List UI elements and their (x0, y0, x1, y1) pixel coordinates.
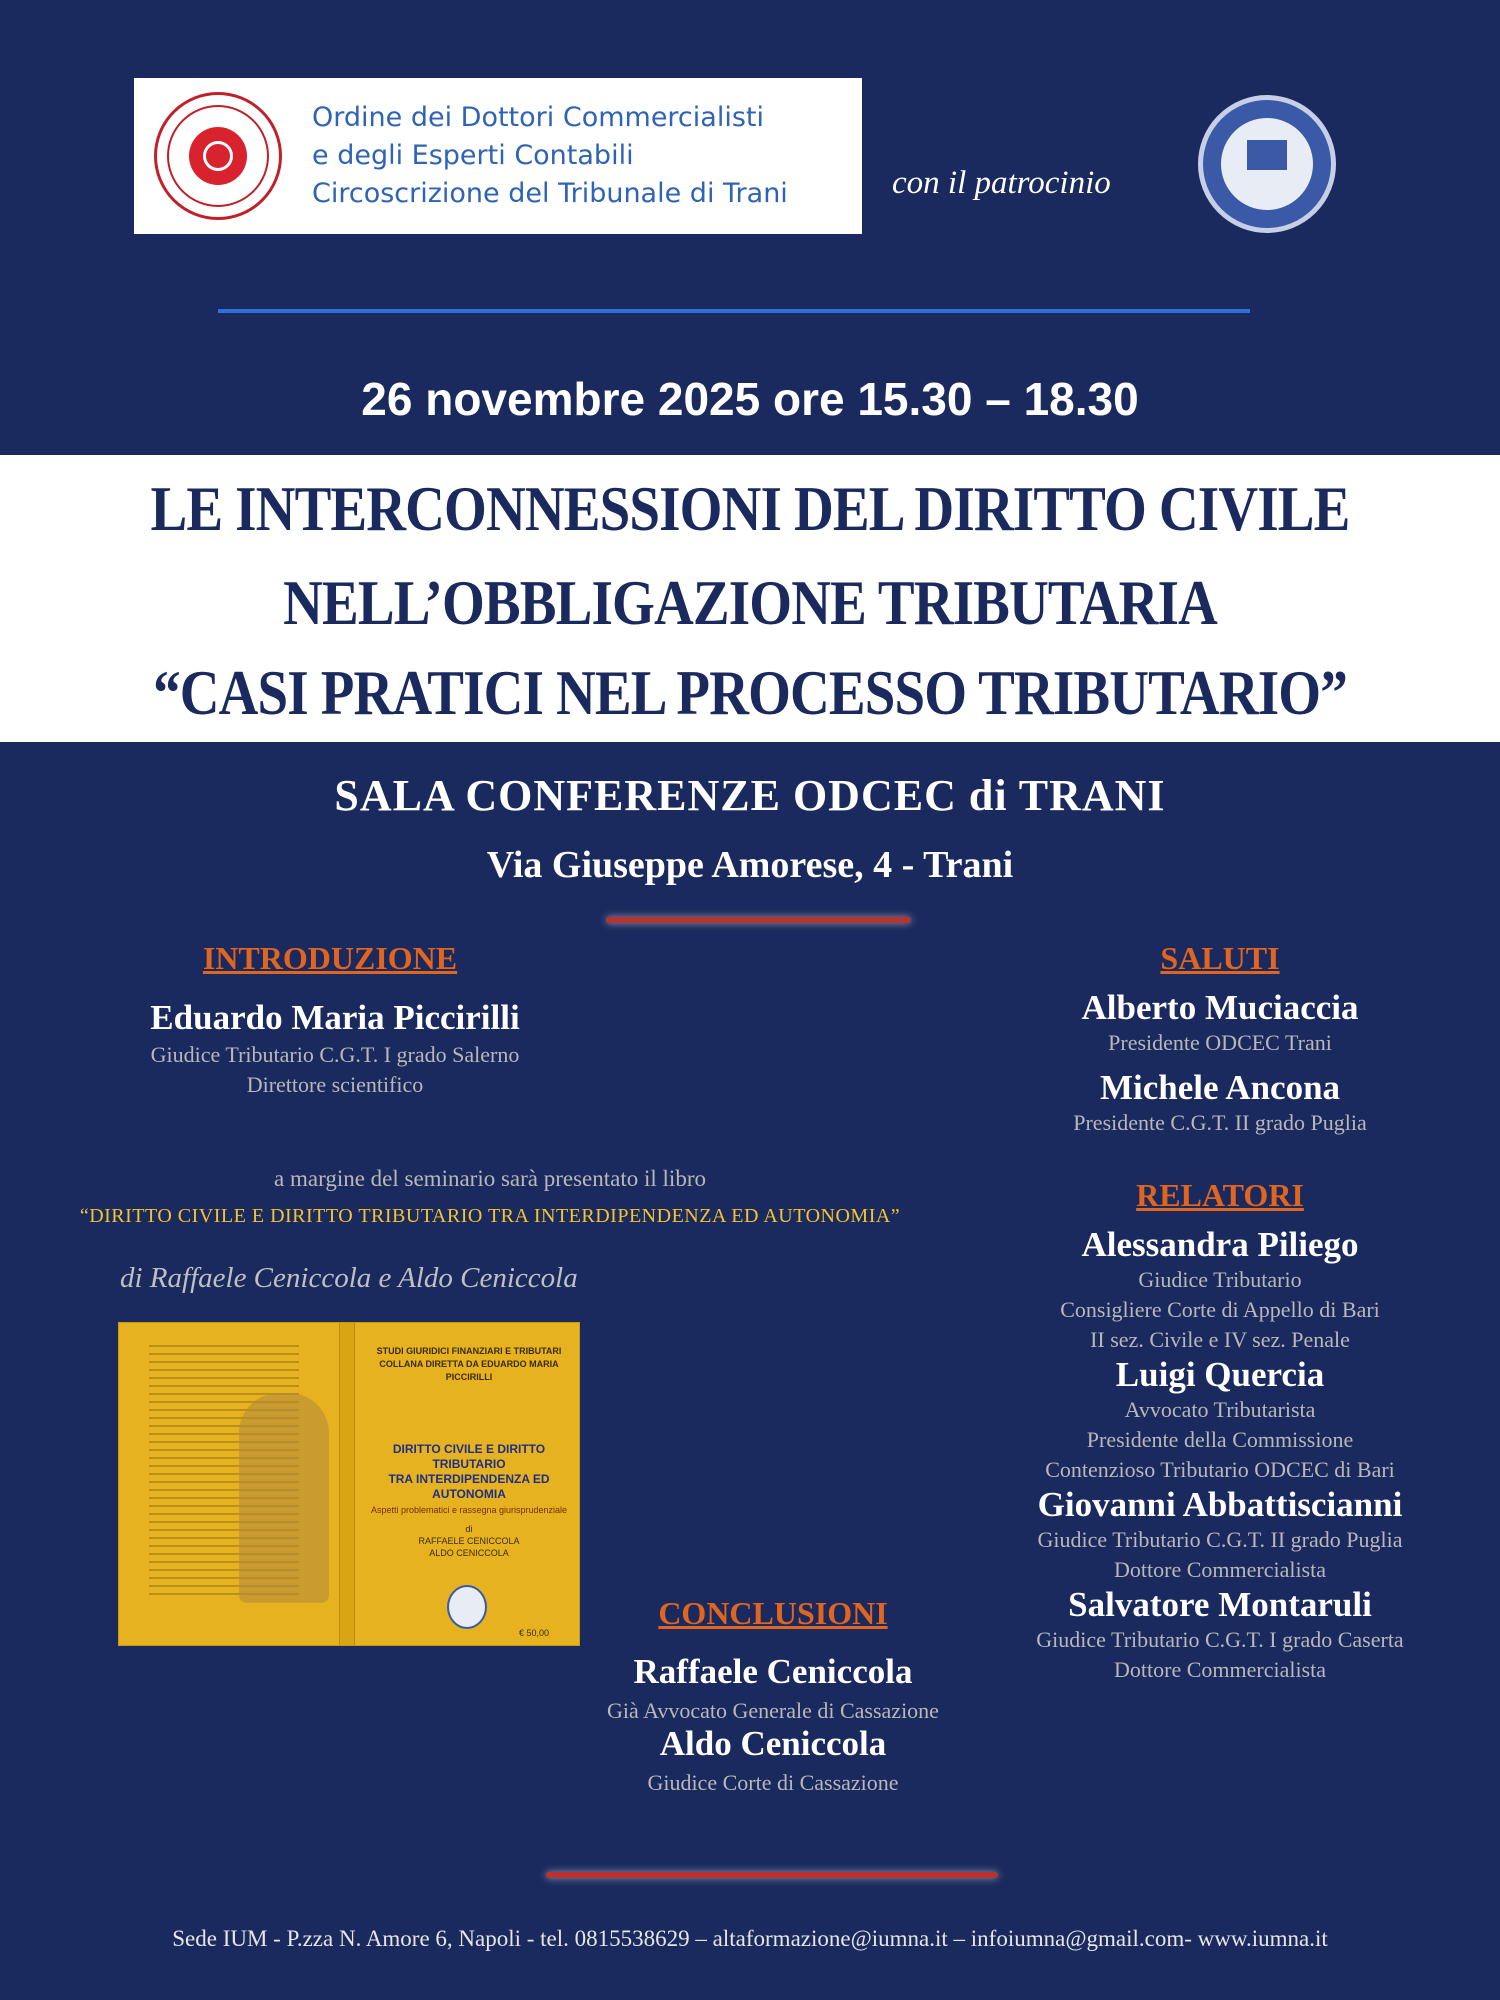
patronage-label: con il patrocinio (892, 165, 1111, 201)
odcec-trani-banner (134, 78, 862, 234)
org-name (312, 99, 788, 213)
publisher-logo-icon (447, 1585, 487, 1629)
event-title-line-3: “CASI PRATICI NEL PROCESSO TRIBUTARIO” (153, 657, 1347, 728)
speaker-role: Dottore Commercialista (1114, 1657, 1326, 1682)
speaker-role: II sez. Civile e IV sez. Penale (1090, 1327, 1350, 1352)
relatori-speakers (960, 1225, 1480, 1685)
book-cover-image (118, 1322, 580, 1646)
event-date-time: 26 novembre 2025 ore 15.30 – 18.30 (361, 373, 1139, 425)
conclusioni-speaker-name: Aldo Ceniccola (659, 1724, 887, 1763)
saluti-speakers (960, 988, 1480, 1138)
speaker-role: Presidente C.G.T. II grado Puglia (1073, 1110, 1367, 1135)
speaker-role: Giudice Tributario C.G.T. I grado Caserta (1036, 1627, 1404, 1652)
relatori-speaker-name: Alessandra Piliego (1081, 1225, 1359, 1264)
introduzione-speaker-name: Eduardo Maria Piccirilli (150, 998, 520, 1037)
footer-contact-info: Sede IUM - P.zza N. Amore 6, Napoli - tel. 0815538629 – altaformazione@iumna.it – infoiumna@gmail.com- www.iumna.it (172, 1926, 1328, 1951)
book-front-cover (359, 1323, 579, 1645)
book-title: “DIRITTO CIVILE E DIRITTO TRIBUTARIO TRA INTERDIPENDENZA ED AUTONOMIA” (79, 1205, 901, 1227)
org-line-3: Circoscrizione del Tribunale di Trani (312, 178, 788, 209)
saluti-heading: SALUTI (1160, 940, 1280, 976)
org-line-2: e degli Esperti Contabili (312, 140, 634, 171)
venue: SALA CONFERENZE ODCEC di TRANI (334, 771, 1166, 820)
introduzione-speaker-roles (60, 1040, 610, 1100)
justice-statue-image (239, 1393, 329, 1603)
speaker-role: Direttore scientifico (246, 1072, 424, 1097)
book-spine (339, 1323, 355, 1645)
book-authors: di Raffaele Ceniccola e Aldo Ceniccola (120, 1262, 578, 1294)
conclusioni-speaker-role: Già Avvocato Generale di Cassazione (607, 1698, 939, 1723)
ium-academy-school-logo-icon (1198, 95, 1336, 233)
relatori-speaker-name: Giovanni Abbattiscianni (1037, 1485, 1403, 1524)
speaker-role: Giudice Tributario C.G.T. I grado Salerno (150, 1042, 520, 1067)
speaker-role: Contenzioso Tributario ODCEC di Bari (1045, 1457, 1395, 1482)
blue-divider (218, 309, 1250, 313)
relatori-speaker-name: Luigi Quercia (1115, 1355, 1325, 1394)
conclusioni-heading: CONCLUSIONI (658, 1595, 888, 1631)
book-cover-title: DIRITTO CIVILE E DIRITTO TRIBUTARIO TRA INTERDIPENDENZA ED AUTONOMIA (388, 1442, 550, 1501)
conclusioni-speaker-role: Giudice Corte di Cassazione (647, 1770, 899, 1795)
speaker-role: Consigliere Corte di Appello di Bari (1060, 1297, 1380, 1322)
saluti-speaker-name: Alberto Muciaccia (1081, 988, 1359, 1027)
speaker-role: Avvocato Tributarista (1124, 1397, 1316, 1422)
relatori-speaker-name: Salvatore Montaruli (1068, 1585, 1372, 1624)
book-cover-subtitle: Aspetti problematici e rassegna giurisprudenziale (370, 1505, 568, 1515)
book-cover-authors: di RAFFAELE CENICCOLA ALDO CENICCOLA (418, 1524, 520, 1558)
book-presentation-note: a margine del seminario sarà presentato il libro (274, 1166, 706, 1191)
speaker-role: Giudice Tributario (1138, 1267, 1302, 1292)
speaker-role: Dottore Commercialista (1114, 1557, 1326, 1582)
book-series: STUDI GIURIDICI FINANZIARI E TRIBUTARI COLLANA DIRETTA DA EDUARDO MARIA PICCIRILLI (376, 1346, 562, 1382)
introduzione-heading: INTRODUZIONE (202, 940, 458, 976)
event-title-line-1: LE INTERCONNESSIONI DEL DIRITTO CIVILE (150, 473, 1350, 544)
odcec-trani-seal-icon (154, 92, 282, 220)
speaker-role: Presidente ODCEC Trani (1108, 1030, 1332, 1055)
book-price: € 50,00 (519, 1628, 550, 1638)
red-divider (606, 917, 911, 923)
speaker-role: Giudice Tributario C.G.T. II grado Puglia (1037, 1527, 1403, 1552)
address: Via Giuseppe Amorese, 4 - Trani (486, 844, 1014, 886)
conclusioni-speaker-name: Raffaele Ceniccola (633, 1652, 913, 1691)
event-title-line-2: NELL’OBBLIGAZIONE TRIBUTARIA (283, 567, 1217, 638)
org-line-1: Ordine dei Dottori Commercialisti (312, 102, 764, 133)
saluti-speaker-name: Michele Ancona (1099, 1068, 1341, 1107)
speaker-role: Presidente della Commissione (1086, 1427, 1354, 1452)
relatori-heading: RELATORI (1136, 1177, 1304, 1213)
red-divider (546, 1872, 998, 1878)
